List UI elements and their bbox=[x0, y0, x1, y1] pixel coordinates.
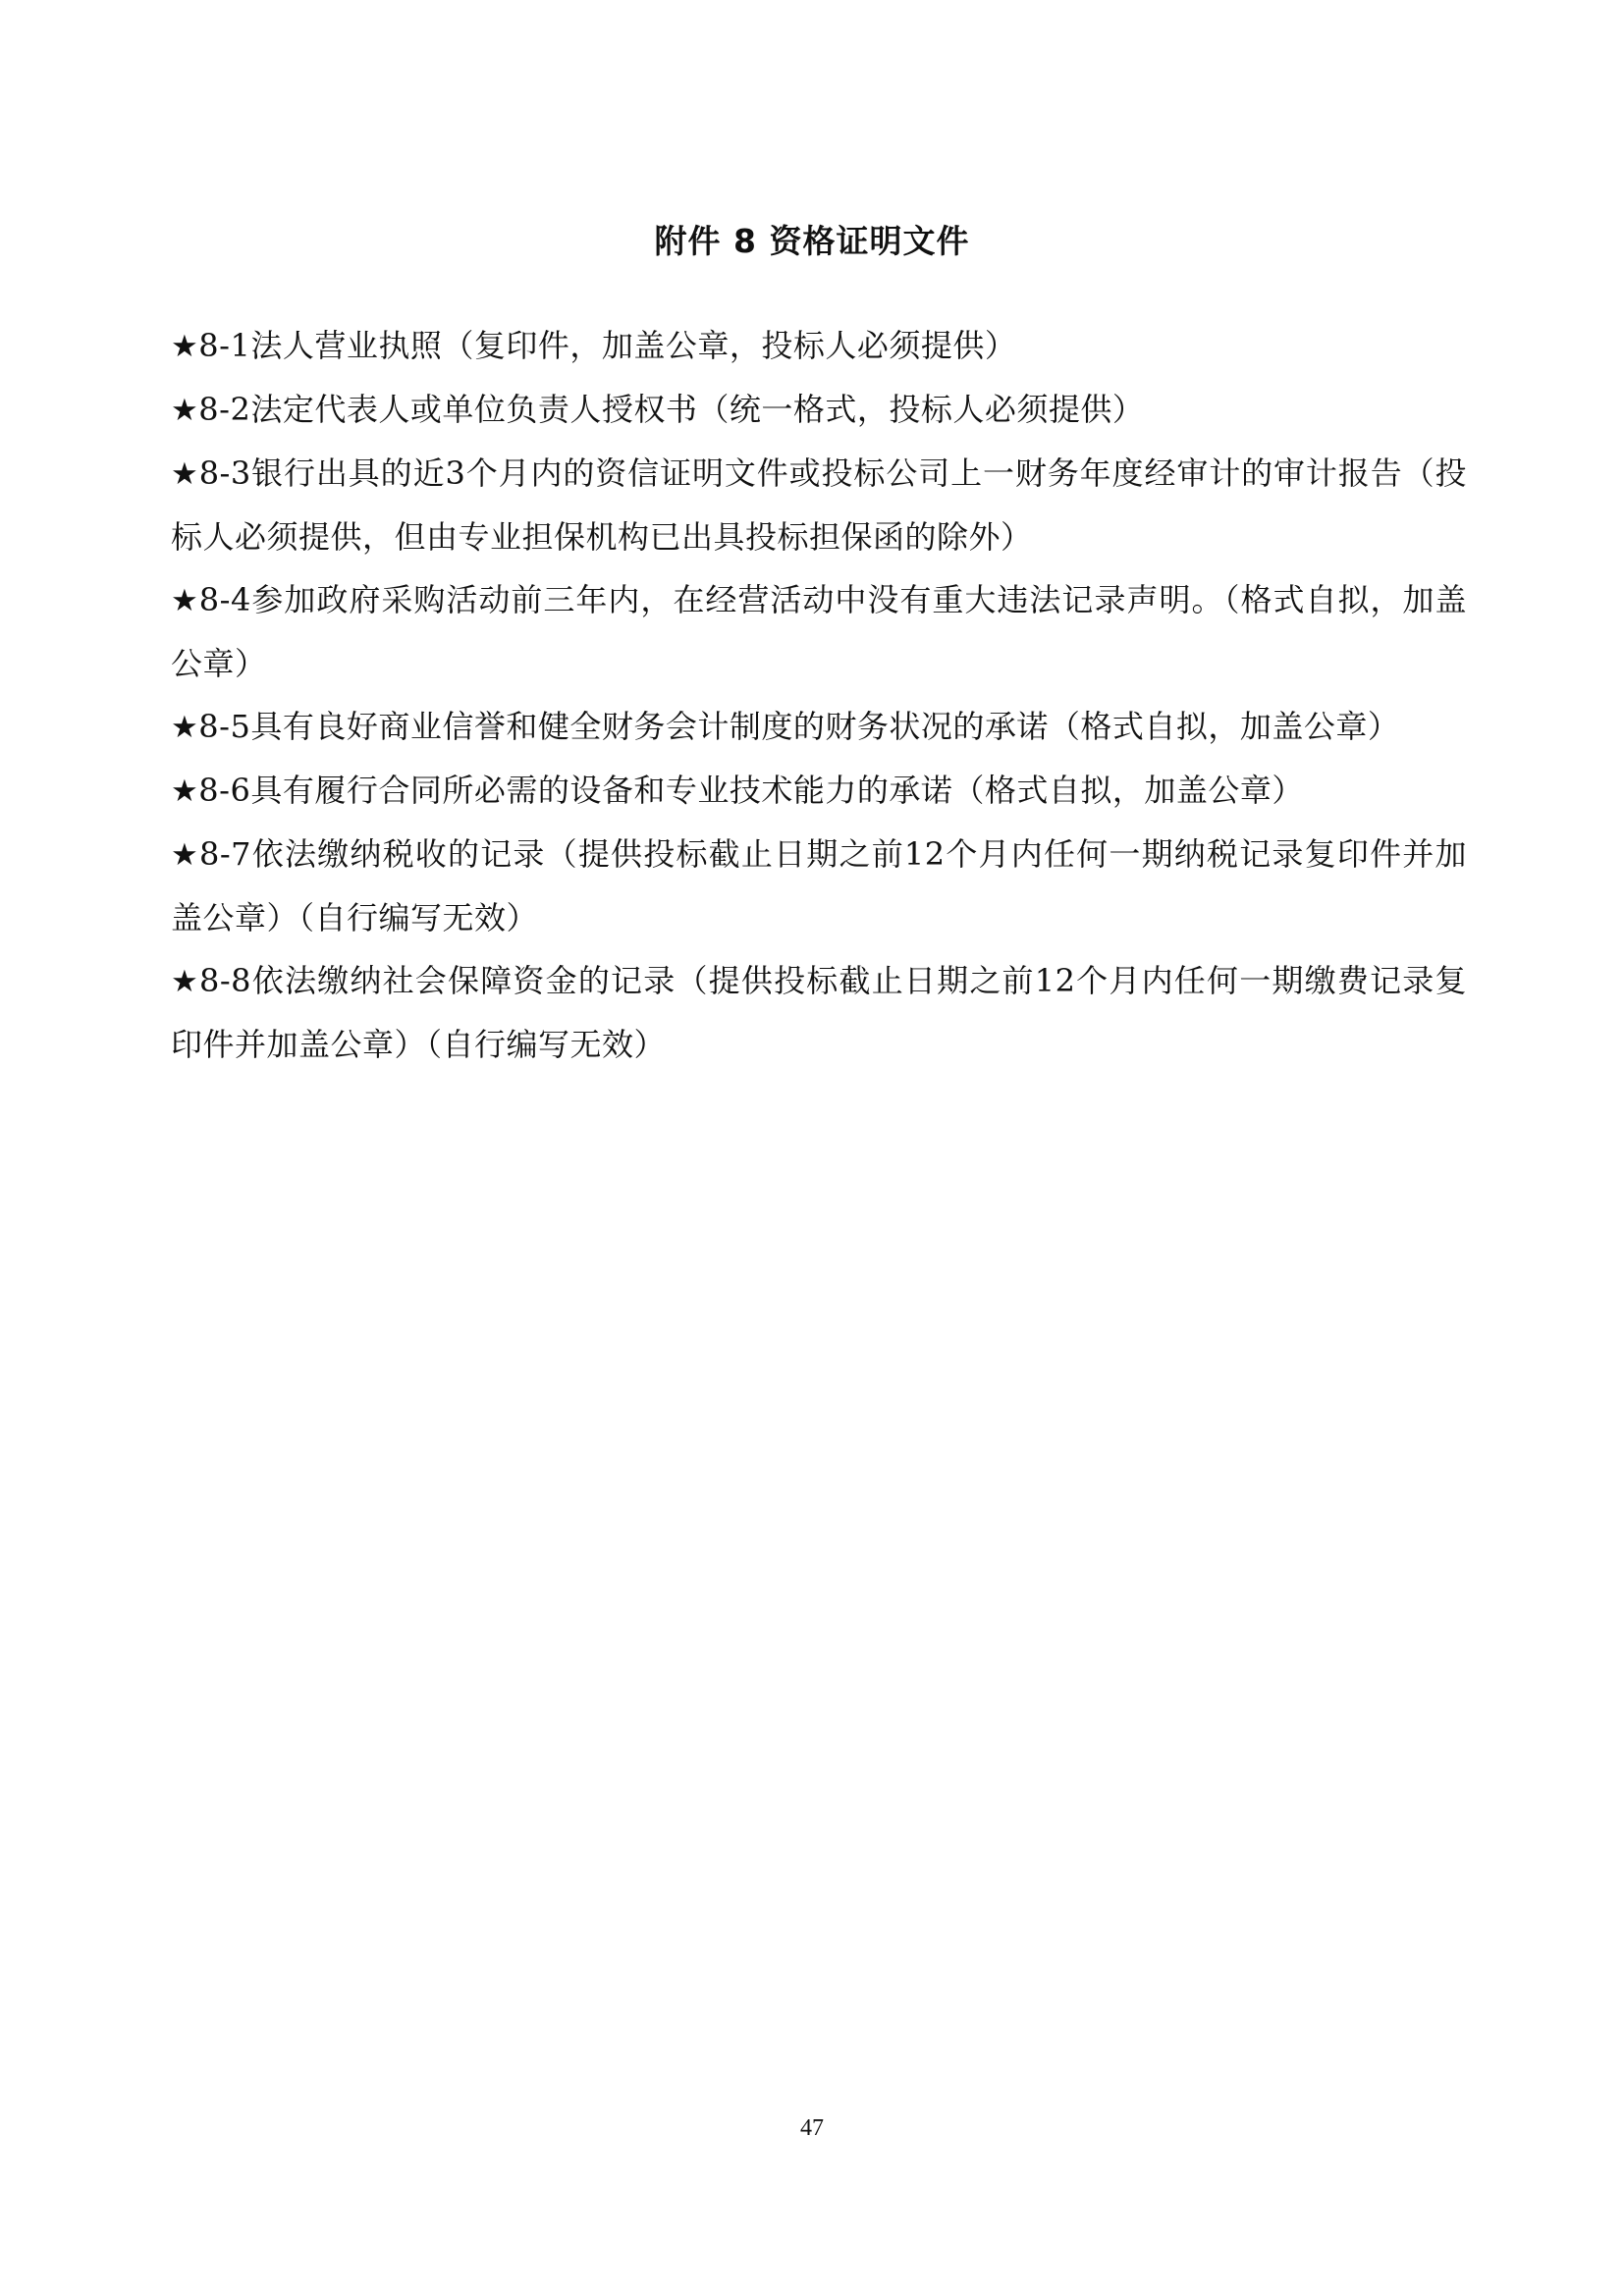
star-icon: ★ bbox=[171, 964, 199, 999]
list-item-text: 8-5具有良好商业信誉和健全财务会计制度的财务状况的承诺（格式自拟，加盖公章） bbox=[198, 708, 1400, 745]
star-icon: ★ bbox=[171, 583, 199, 618]
list-item-text: 8-1法人营业执照（复印件，加盖公章，投标人必须提供） bbox=[198, 327, 1017, 364]
star-icon: ★ bbox=[171, 329, 199, 364]
list-item bbox=[171, 314, 1467, 378]
star-icon: ★ bbox=[171, 710, 199, 745]
document-title: 附件 8 资格证明文件 bbox=[654, 222, 970, 260]
list-item bbox=[171, 759, 1467, 823]
list-item-text: 8-2法定代表人或单位负责人授权书（统一格式，投标人必须提供） bbox=[198, 391, 1145, 428]
list-item bbox=[171, 442, 1467, 568]
list-item bbox=[171, 378, 1467, 442]
star-icon: ★ bbox=[171, 774, 199, 809]
requirements-list bbox=[171, 314, 1467, 1076]
list-item-text: 8-6具有履行合同所必需的设备和专业技术能力的承诺（格式自拟，加盖公章） bbox=[198, 772, 1304, 809]
list-item bbox=[171, 695, 1467, 759]
list-item bbox=[171, 568, 1467, 695]
star-icon: ★ bbox=[171, 393, 199, 428]
star-icon: ★ bbox=[171, 456, 199, 492]
star-icon: ★ bbox=[171, 837, 199, 873]
list-item bbox=[171, 823, 1467, 949]
list-item-text: 8-7依法缴纳税收的记录（提供投标截止日期之前12个月内任何一期纳税记录复印件并加盖公章）（自行编写无效） bbox=[171, 835, 1467, 936]
list-item bbox=[171, 949, 1467, 1076]
list-item-text: 8-4参加政府采购活动前三年内，在经营活动中没有重大违法记录声明。（格式自拟，加盖公章） bbox=[171, 581, 1467, 682]
list-item-text: 8-3银行出具的近3个月内的资信证明文件或投标公司上一财务年度经审计的审计报告（投标人必须提供，但由专业担保机构已出具投标担保函的除外） bbox=[171, 454, 1467, 556]
list-item-text: 8-8依法缴纳社会保障资金的记录（提供投标截止日期之前12个月内任何一期缴费记录复印件并加盖公章）（自行编写无效） bbox=[171, 962, 1467, 1063]
page-number: 47 bbox=[800, 2115, 824, 2141]
